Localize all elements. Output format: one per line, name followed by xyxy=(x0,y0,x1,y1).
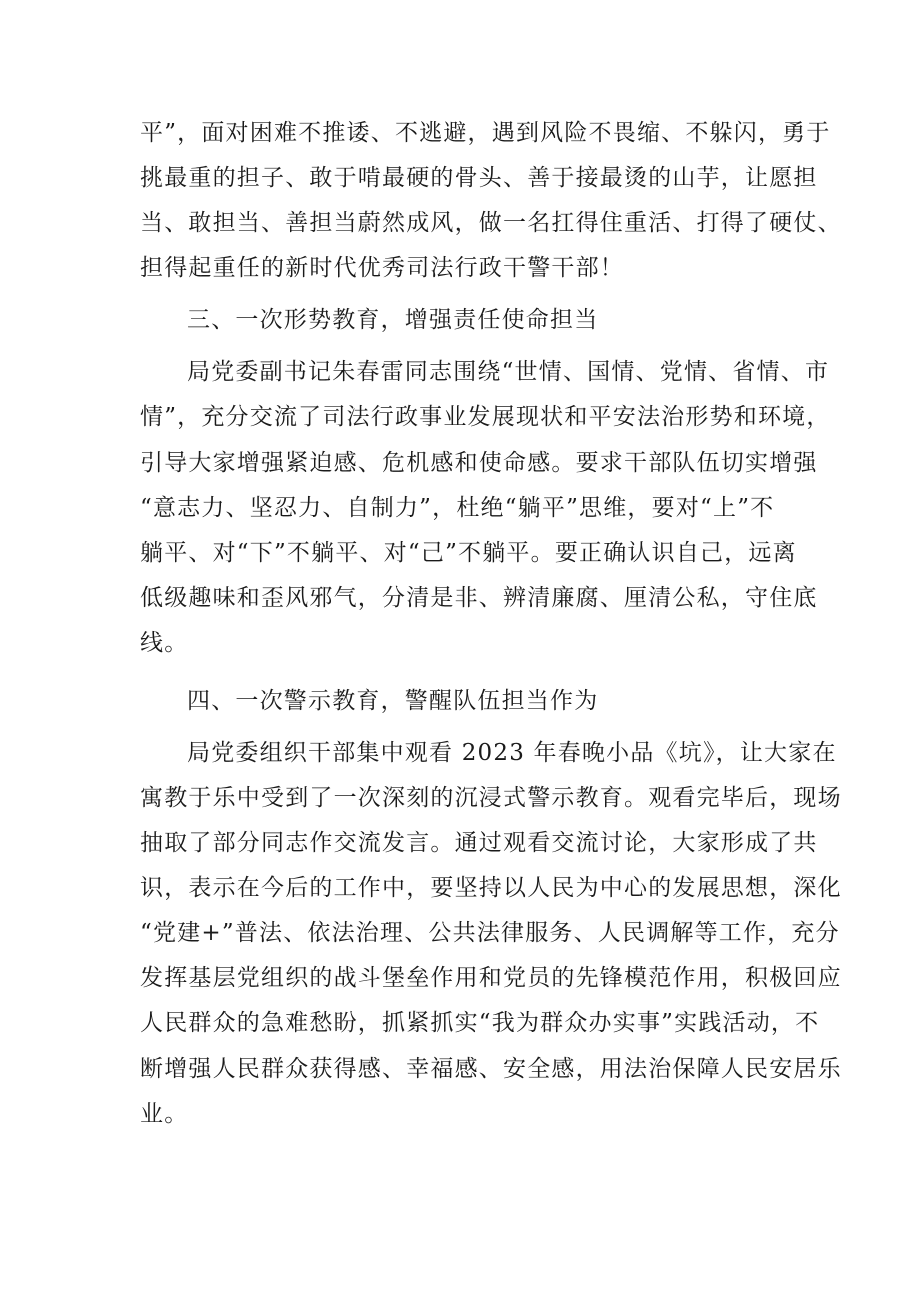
paragraph-line: “党建+”普法、依法治理、公共法律服务、人民调解等工作，充分 xyxy=(140,920,840,946)
paragraph-line: 发挥基层党组织的战斗堡垒作用和党员的先锋模范作用，积极回应 xyxy=(140,965,842,991)
paragraph-line: 平”，面对困难不推诿、不逃避，遇到风险不畏缩、不躲闪，勇于 xyxy=(140,120,831,146)
paragraph-line: 人民群众的急难愁盼，抓紧抓实“我为群众办实事”实践活动，不 xyxy=(140,1010,820,1036)
paragraph-line: 局党委组织干部集中观看 2023 年春晚小品《坑》，让大家在 xyxy=(187,740,837,766)
paragraph-line: 线。 xyxy=(140,630,189,656)
paragraph-line: 断增强人民群众获得感、幸福感、安全感，用法治保障人民安居乐 xyxy=(140,1056,842,1082)
paragraph-line: 低级趣味和歪风邪气，分清是非、辨清廉腐、厘清公私，守住底 xyxy=(140,585,818,611)
section-heading-4: 四、一次警示教育，警醒队伍担当作为 xyxy=(187,688,599,714)
paragraph-line: 情”，充分交流了司法行政事业发展现状和平安法治形势和环境， xyxy=(140,404,831,430)
paragraph-line: 挑最重的担子、敢于啃最硬的骨头、善于接最烫的山芋，让愿担 xyxy=(140,165,818,191)
paragraph-line: 寓教于乐中受到了一次深刻的沉浸式警示教育。观看完毕后，现场 xyxy=(140,785,842,811)
paragraph-line: 当、敢担当、善担当蔚然成风，做一名扛得住重活、打得了硬仗、 xyxy=(140,210,842,236)
paragraph-line: 躺平、对“下”不躺平、对“己”不躺平。要正确认识自己，远离 xyxy=(140,540,797,566)
paragraph-line: 局党委副书记朱春雷同志围绕“世情、国情、党情、省情、市 xyxy=(187,359,830,385)
paragraph-line: “意志力、坚忍力、自制力”，杜绝“躺平”思维，要对“上”不 xyxy=(140,495,775,521)
paragraph-line: 抽取了部分同志作交流发言。通过观看交流讨论，大家形成了共 xyxy=(140,830,818,856)
section-heading-3: 三、一次形势教育，增强责任使命担当 xyxy=(187,307,599,333)
paragraph-line: 业。 xyxy=(140,1101,189,1127)
paragraph-line: 担得起重任的新时代优秀司法行政干警干部！ xyxy=(140,255,624,281)
paragraph-line: 引导大家增强紧迫感、危机感和使命感。要求干部队伍切实增强 xyxy=(140,450,818,476)
paragraph-line: 识，表示在今后的工作中，要坚持以人民为中心的发展思想，深化 xyxy=(140,875,842,901)
